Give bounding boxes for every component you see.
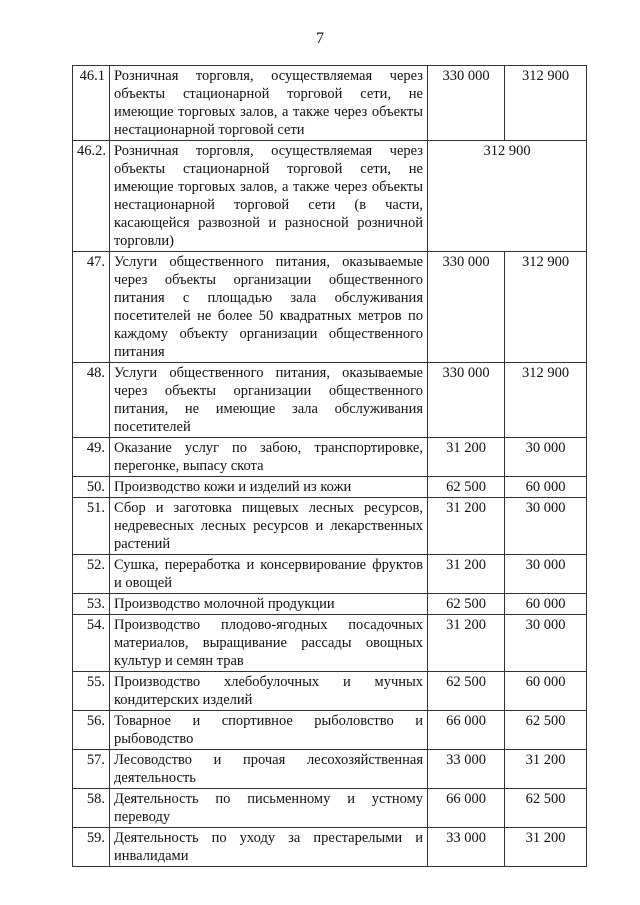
row-number: 51.	[73, 498, 110, 555]
activity-description: Деятельность по уходу за престарелыми и инвалидами	[110, 828, 428, 867]
value-cell-2: 30 000	[505, 615, 587, 672]
value-cell-2: 312 900	[505, 363, 587, 438]
table-row	[73, 789, 587, 828]
row-number: 46.2.	[73, 141, 110, 252]
row-number: 52.	[73, 555, 110, 594]
table-row	[73, 438, 587, 477]
value-cell-1: 62 500	[428, 594, 505, 615]
row-number: 54.	[73, 615, 110, 672]
value-cell-2: 30 000	[505, 438, 587, 477]
value-cell-1: 66 000	[428, 711, 505, 750]
value-cell-1: 31 200	[428, 615, 505, 672]
value-cell-1: 66 000	[428, 789, 505, 828]
value-cell-1: 33 000	[428, 828, 505, 867]
row-number: 46.1	[73, 66, 110, 141]
value-cell-2: 30 000	[505, 498, 587, 555]
activity-description: Лесоводство и прочая лесохозяйственная деятельность	[110, 750, 428, 789]
rates-table	[72, 65, 587, 867]
activity-description: Услуги общественного питания, оказываемые через объекты организации общественного питания с площадью зала обслуживания посетителей не более 50 квадратных метров по каждому объекту организации общественного питания	[110, 252, 428, 363]
row-number: 55.	[73, 672, 110, 711]
value-cell-1: 330 000	[428, 66, 505, 141]
value-cell-1: 31 200	[428, 555, 505, 594]
value-cell-2: 312 900	[505, 66, 587, 141]
table-row	[73, 555, 587, 594]
value-cell-2: 60 000	[505, 594, 587, 615]
row-number: 47.	[73, 252, 110, 363]
value-cell-2: 60 000	[505, 477, 587, 498]
row-number: 57.	[73, 750, 110, 789]
value-cell-2: 31 200	[505, 828, 587, 867]
table-row	[73, 498, 587, 555]
value-cell-1: 330 000	[428, 363, 505, 438]
row-number: 49.	[73, 438, 110, 477]
activity-description: Производство хлебобулочных и мучных кондитерских изделий	[110, 672, 428, 711]
activity-description: Производство кожи и изделий из кожи	[110, 477, 428, 498]
page-number: 7	[316, 30, 324, 47]
value-cell-2: 60 000	[505, 672, 587, 711]
table-row	[73, 672, 587, 711]
row-number: 53.	[73, 594, 110, 615]
table-row	[73, 594, 587, 615]
value-cell-1: 33 000	[428, 750, 505, 789]
value-cell-1: 62 500	[428, 672, 505, 711]
row-number: 48.	[73, 363, 110, 438]
table-row	[73, 141, 587, 252]
value-cell-2: 62 500	[505, 789, 587, 828]
value-cell-1: 330 000	[428, 252, 505, 363]
table-row	[73, 750, 587, 789]
row-number: 58.	[73, 789, 110, 828]
value-cell-1: 31 200	[428, 498, 505, 555]
value-cell-2: 312 900	[505, 252, 587, 363]
activity-description: Розничная торговля, осуществляемая через объекты стационарной торговой сети, не имеющие торговых залов, а также через объекты нестационарной торговой сети	[110, 66, 428, 141]
activity-description: Деятельность по письменному и устному переводу	[110, 789, 428, 828]
value-cell-2: 31 200	[505, 750, 587, 789]
row-number: 56.	[73, 711, 110, 750]
table-row	[73, 477, 587, 498]
row-number: 59.	[73, 828, 110, 867]
activity-description: Оказание услуг по забою, транспортировке, перегонке, выпасу скота	[110, 438, 428, 477]
table-row	[73, 711, 587, 750]
activity-description: Производство молочной продукции	[110, 594, 428, 615]
activity-description: Услуги общественного питания, оказываемые через объекты организации общественного питания, не имеющие зала обслуживания посетителей	[110, 363, 428, 438]
activity-description: Производство плодово-ягодных посадочных материалов, выращивание рассады овощных культур и семян трав	[110, 615, 428, 672]
activity-description: Товарное и спортивное рыболовство и рыбоводство	[110, 711, 428, 750]
activity-description: Сбор и заготовка пищевых лесных ресурсов, недревесных лесных ресурсов и лекарственных растений	[110, 498, 428, 555]
table-row	[73, 66, 587, 141]
table-row	[73, 615, 587, 672]
row-number: 50.	[73, 477, 110, 498]
table-row	[73, 828, 587, 867]
value-cell-1: 62 500	[428, 477, 505, 498]
value-cell-2: 30 000	[505, 555, 587, 594]
table-row	[73, 252, 587, 363]
merged-value-cell: 312 900	[428, 141, 587, 252]
activity-description: Сушка, переработка и консервирование фруктов и овощей	[110, 555, 428, 594]
value-cell-1: 31 200	[428, 438, 505, 477]
value-cell-2: 62 500	[505, 711, 587, 750]
table-row	[73, 363, 587, 438]
activity-description: Розничная торговля, осуществляемая через объекты стационарной торговой сети, не имеющие торговых залов, а также через объекты нестационарной торговой сети (в части, касающейся развозной и разносной розничной торговли)	[110, 141, 428, 252]
